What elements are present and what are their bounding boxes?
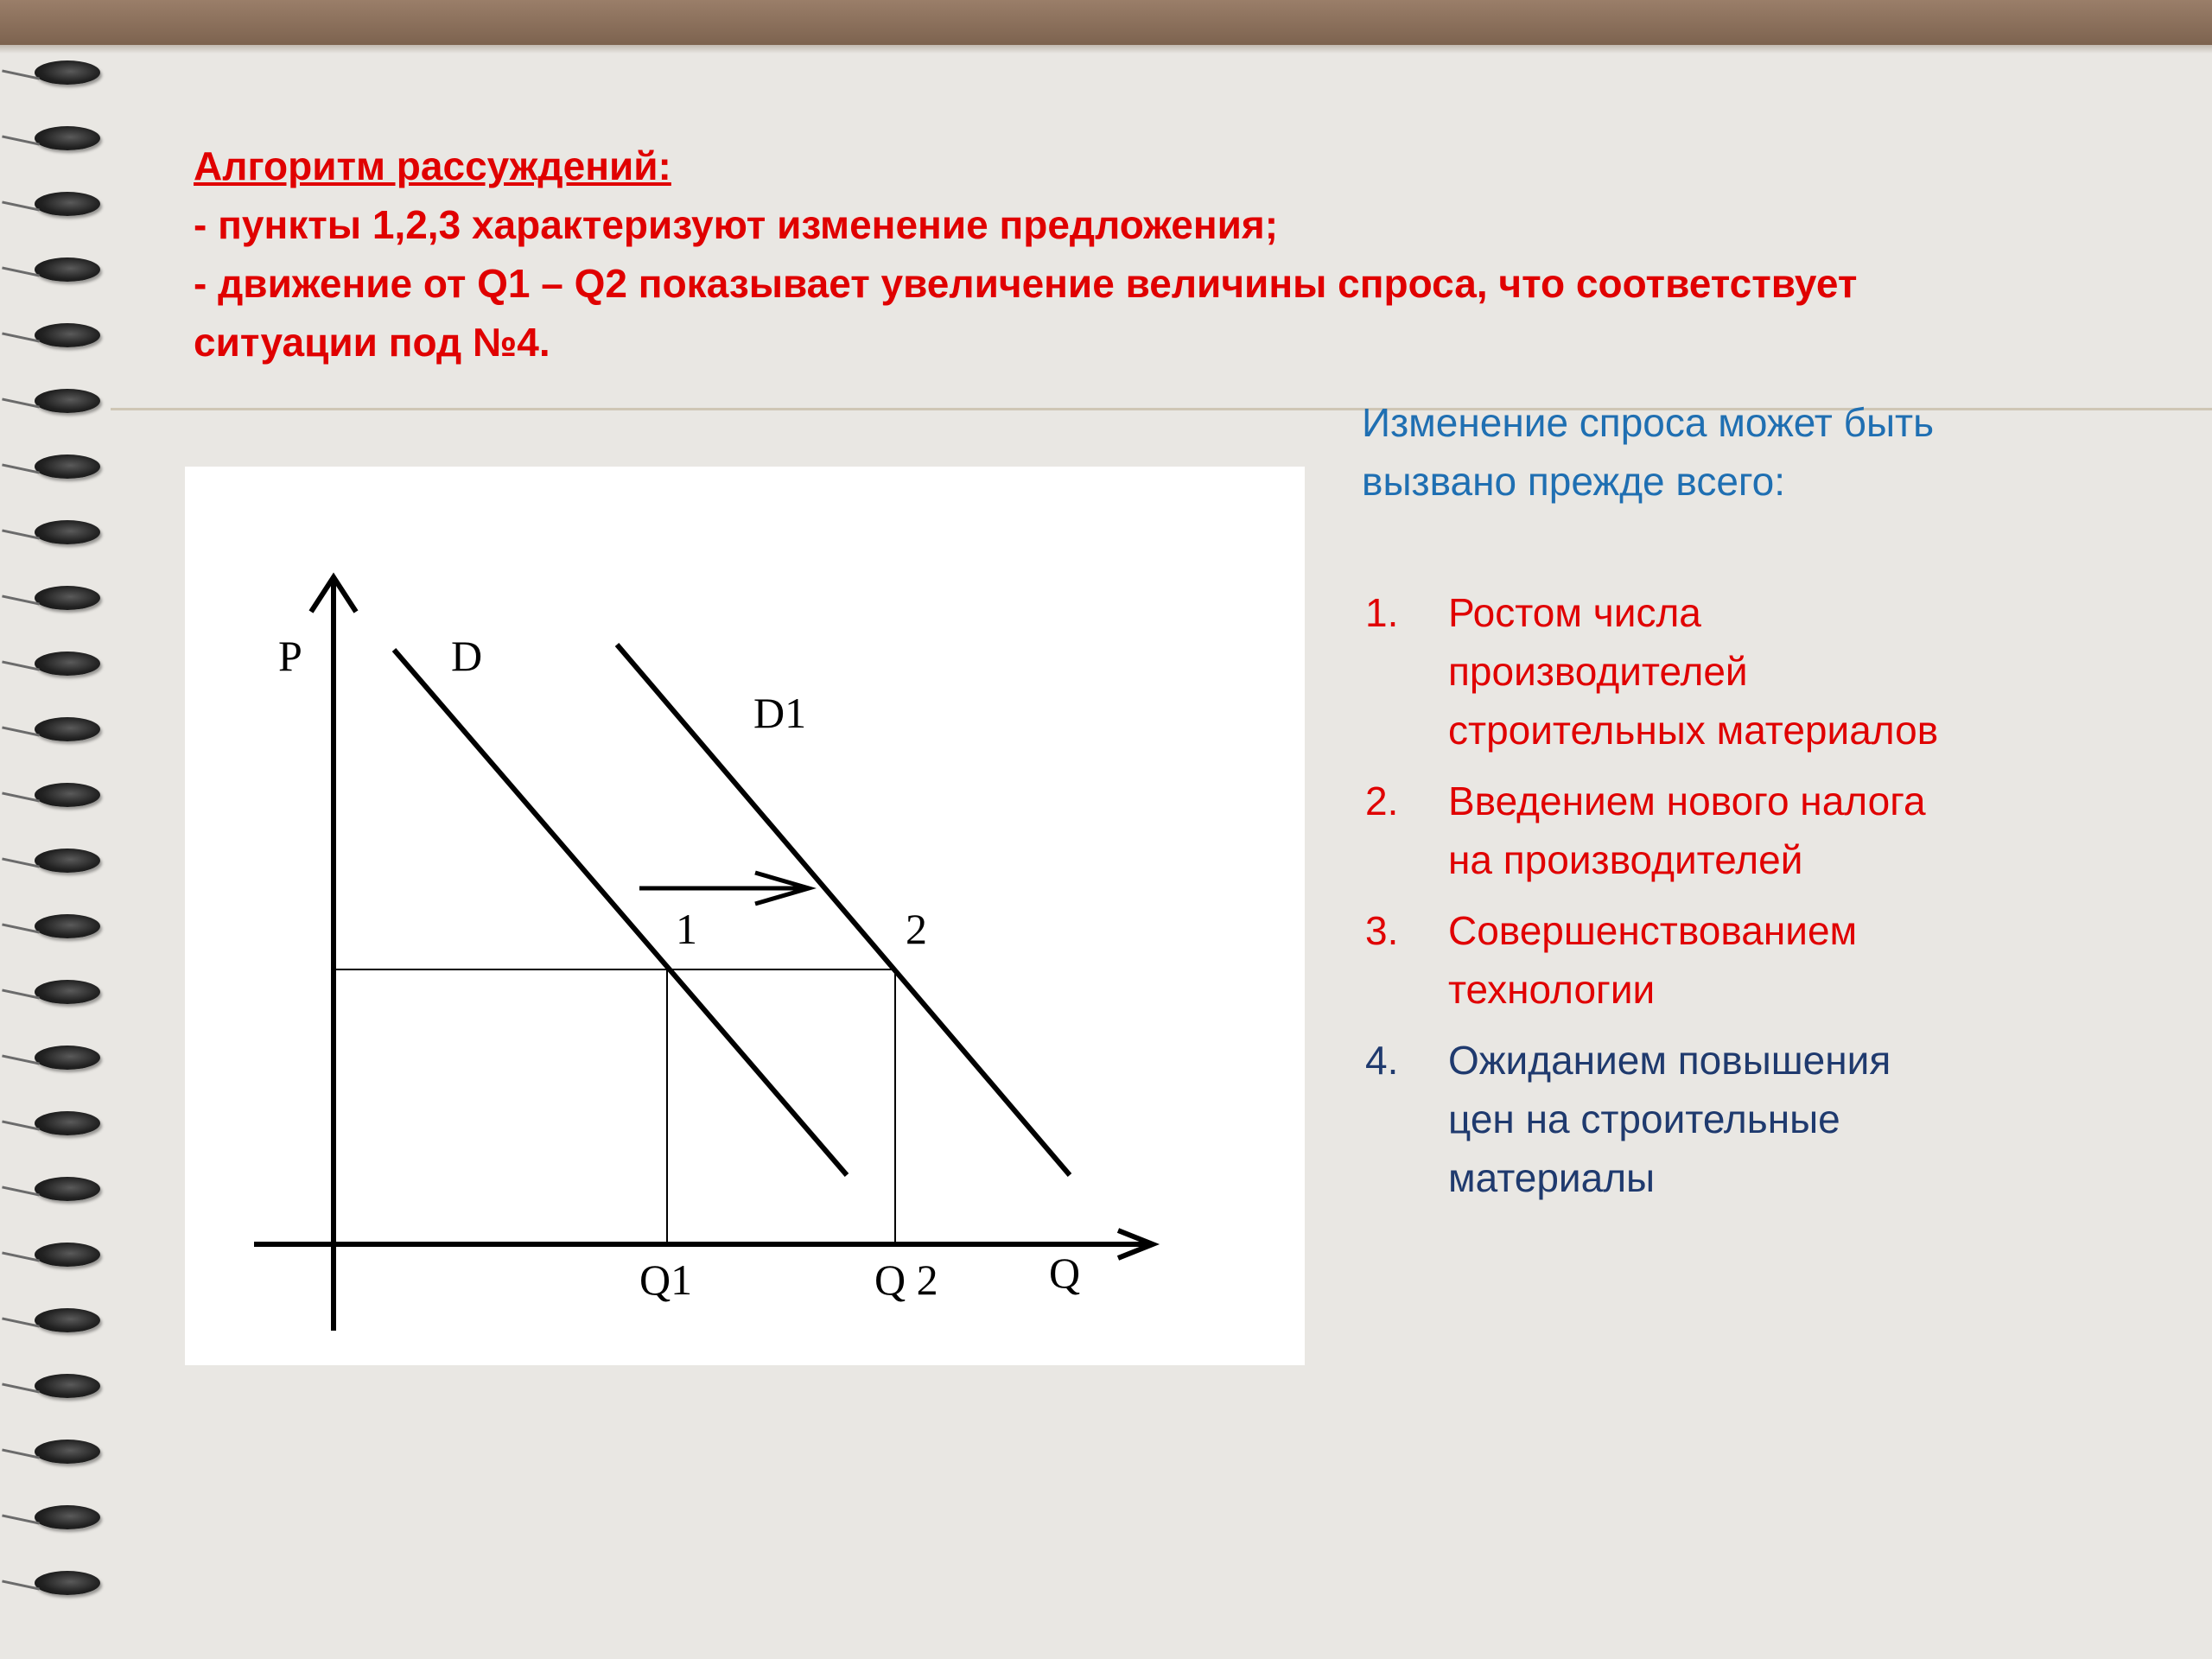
reason-text-line: производителей	[1448, 649, 1748, 694]
reason-item-1	[1362, 583, 2105, 760]
binding-ring	[35, 1374, 100, 1398]
binding-ring	[35, 520, 100, 544]
reason-item-3	[1362, 901, 2105, 1019]
binding-ring	[35, 60, 100, 85]
q2-tick-label: Q 2	[874, 1255, 938, 1304]
y-axis-label: P	[278, 632, 302, 680]
demand-change-intro	[1362, 393, 2139, 511]
binding-ring	[35, 1308, 100, 1332]
reason-text-line: Совершенствованием	[1448, 908, 1858, 953]
reason-number: 2.	[1365, 779, 1399, 823]
reason-text-line: на производителей	[1448, 837, 1803, 882]
heading-line-2: - движение от Q1 – Q2 показывает увеличение величины спроса, что соответствует	[194, 261, 1858, 306]
binding-ring	[35, 1440, 100, 1464]
top-decorative-band	[0, 0, 2212, 45]
binding-ring	[35, 783, 100, 807]
reason-text-line: Введением нового налога	[1448, 779, 1926, 823]
top-band-shadow	[0, 45, 2212, 54]
binding-ring	[35, 126, 100, 150]
reason-text-line: Ростом числа	[1448, 590, 1701, 635]
reason-text-line: технологии	[1448, 967, 1656, 1012]
heading-line-3: ситуации под №4.	[194, 320, 550, 365]
heading-line-1: - пункты 1,2,3 характеризуют изменение предложения;	[194, 202, 1279, 247]
binding-ring	[35, 1177, 100, 1201]
binding-ring	[35, 1046, 100, 1070]
binding-ring	[35, 586, 100, 610]
notebook-spiral-binding	[0, 52, 112, 1659]
reasoning-heading	[194, 137, 2094, 372]
reason-item-4	[1362, 1031, 2105, 1207]
binding-ring	[35, 849, 100, 873]
binding-ring	[35, 454, 100, 479]
curve-d1-label: D1	[753, 689, 807, 737]
binding-ring	[35, 323, 100, 347]
reason-text-line: материалы	[1448, 1155, 1656, 1200]
reason-item-2	[1362, 772, 2105, 889]
binding-ring	[35, 1111, 100, 1135]
binding-ring	[35, 1505, 100, 1529]
q1-tick-label: Q1	[639, 1255, 693, 1304]
reason-text-line: строительных материалов	[1448, 708, 1939, 753]
binding-ring	[35, 980, 100, 1004]
intro-line-2: вызвано прежде всего:	[1362, 459, 1786, 504]
binding-ring	[35, 1571, 100, 1595]
binding-ring	[35, 1243, 100, 1267]
demand-shift-svg	[185, 467, 1305, 1365]
reasons-list	[1362, 583, 2105, 1219]
reason-number: 1.	[1365, 590, 1399, 635]
reason-number: 4.	[1365, 1038, 1399, 1083]
reason-text-line: Ожиданием повышения	[1448, 1038, 1891, 1083]
binding-ring	[35, 914, 100, 938]
binding-ring	[35, 257, 100, 282]
point-1-label: 1	[676, 905, 697, 953]
binding-ring	[35, 192, 100, 216]
heading-title: Алгоритм рассуждений:	[194, 143, 671, 188]
point-2-label: 2	[906, 905, 927, 953]
binding-ring	[35, 652, 100, 676]
demand-shift-diagram	[185, 467, 1305, 1365]
intro-line-1: Изменение спроса может быть	[1362, 400, 1935, 445]
reason-text-line: цен на строительные	[1448, 1096, 1840, 1141]
curve-d-label: D	[451, 632, 483, 680]
reason-number: 3.	[1365, 908, 1399, 953]
x-axis-label: Q	[1049, 1249, 1081, 1297]
binding-ring	[35, 717, 100, 741]
binding-ring	[35, 389, 100, 413]
